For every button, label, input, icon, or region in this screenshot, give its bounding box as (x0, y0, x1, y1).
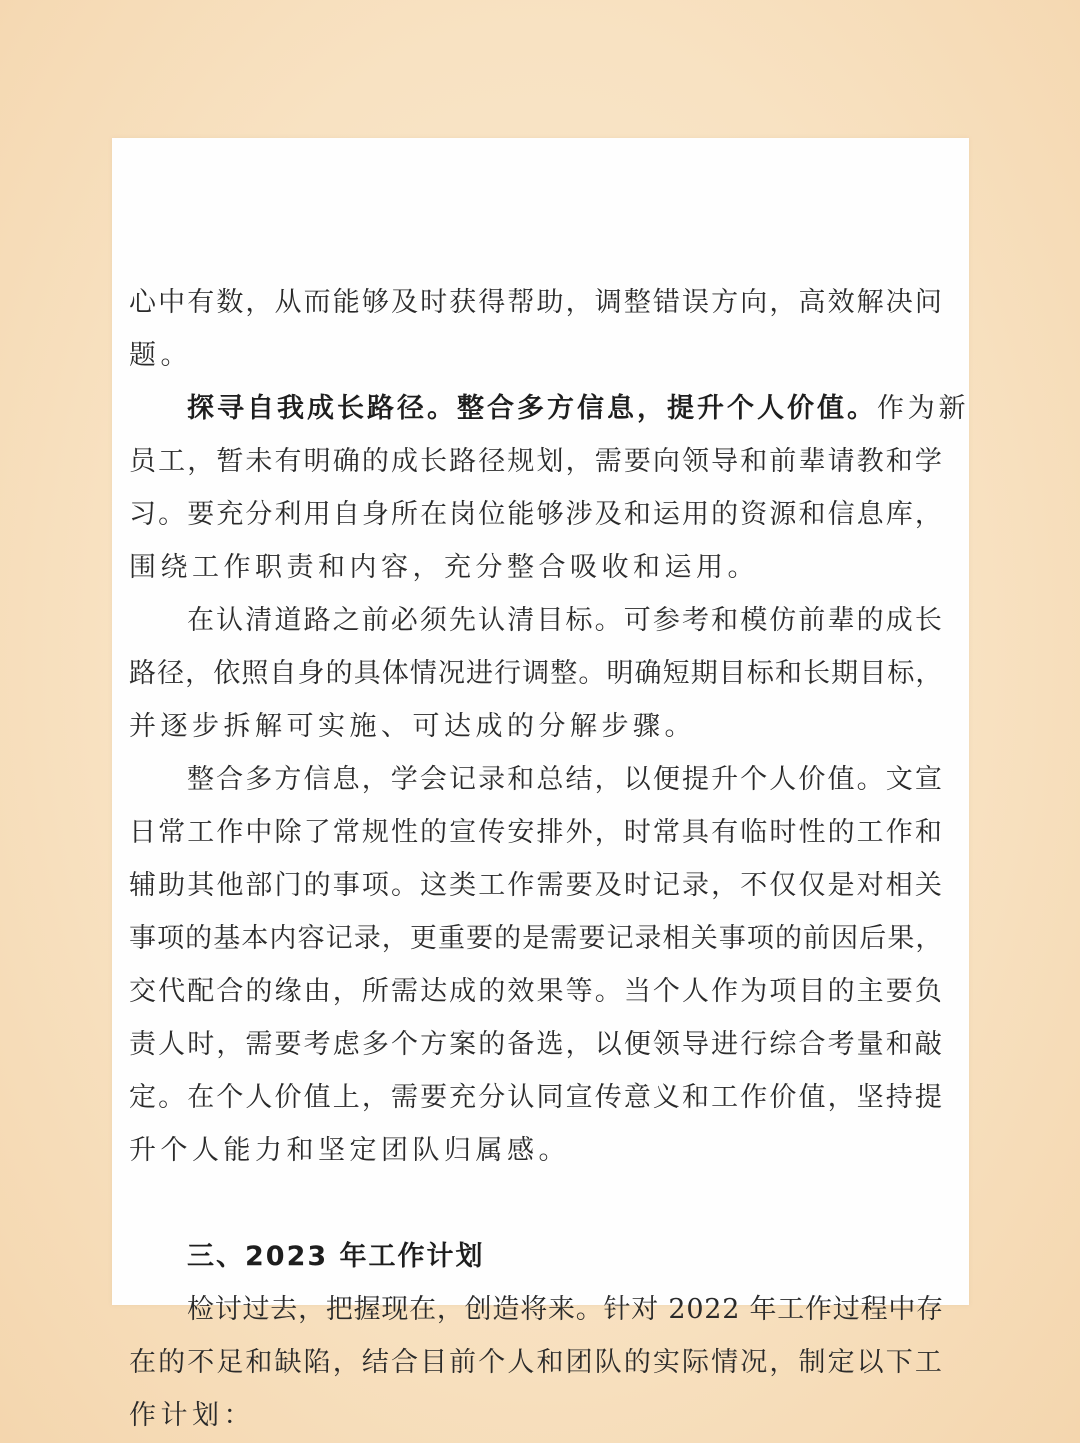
document-page (112, 138, 970, 1431)
paragraph-line: 定。在个人价值上，需要充分认同宣传意义和工作价值，坚持提 (129, 1082, 944, 1113)
paragraph-line: 在的不足和缺陷，结合目前个人和团队的实际情况，制定以下工 (129, 1347, 944, 1378)
paragraph-line: 路径，依照自身的具体情况进行调整。明确短期目标和长期目标， (129, 658, 944, 689)
paragraph-line: 整合多方信息，学会记录和总结，以便提升个人价值。文宣 (187, 764, 944, 795)
paragraph-line: 升个人能力和坚定团队归属感。 (129, 1135, 570, 1166)
paragraph-line: 作计划： (129, 1400, 255, 1431)
paragraph-line: 习。要充分利用自身所在岗位能够涉及和运用的资源和信息库， (129, 499, 944, 530)
paragraph-line: 并逐步拆解可实施、可达成的分解步骤。 (129, 711, 696, 742)
paragraph-line: 辅助其他部门的事项。这类工作需要及时记录，不仅仅是对相关 (129, 870, 944, 901)
paragraph-line: 交代配合的缘由，所需达成的效果等。当个人作为项目的主要负 (129, 976, 944, 1007)
paragraph-line: 围绕工作职责和内容，充分整合吸收和运用。 (129, 552, 759, 583)
paragraph-text: 作为新 (877, 393, 970, 424)
paragraph-line: 在认清道路之前必须先认清目标。可参考和模仿前辈的成长 (187, 605, 944, 636)
paragraph-line: 责人时，需要考虑多个方案的备选，以便领导进行综合考量和敲 (129, 1029, 944, 1060)
bold-lead-text: 探寻自我成长路径。整合多方信息，提升个人价值。 (187, 393, 877, 424)
paragraph-line: 员工，暂未有明确的成长路径规划，需要向领导和前辈请教和学 (129, 446, 944, 477)
paragraph-line: 心中有数，从而能够及时获得帮助，调整错误方向，高效解决问 (129, 287, 944, 318)
paragraph-line (187, 389, 969, 429)
paragraph-line: 日常工作中除了常规性的宣传安排外，时常具有临时性的工作和 (129, 817, 944, 848)
section-heading: 三、2023 年工作计划 (187, 1241, 485, 1272)
paragraph-line: 题。 (129, 340, 192, 371)
paragraph-line: 检讨过去，把握现在，创造将来。针对 2022 年工作过程中存 (187, 1294, 944, 1325)
paragraph-line: 事项的基本内容记录，更重要的是需要记录相关事项的前因后果， (129, 923, 944, 954)
